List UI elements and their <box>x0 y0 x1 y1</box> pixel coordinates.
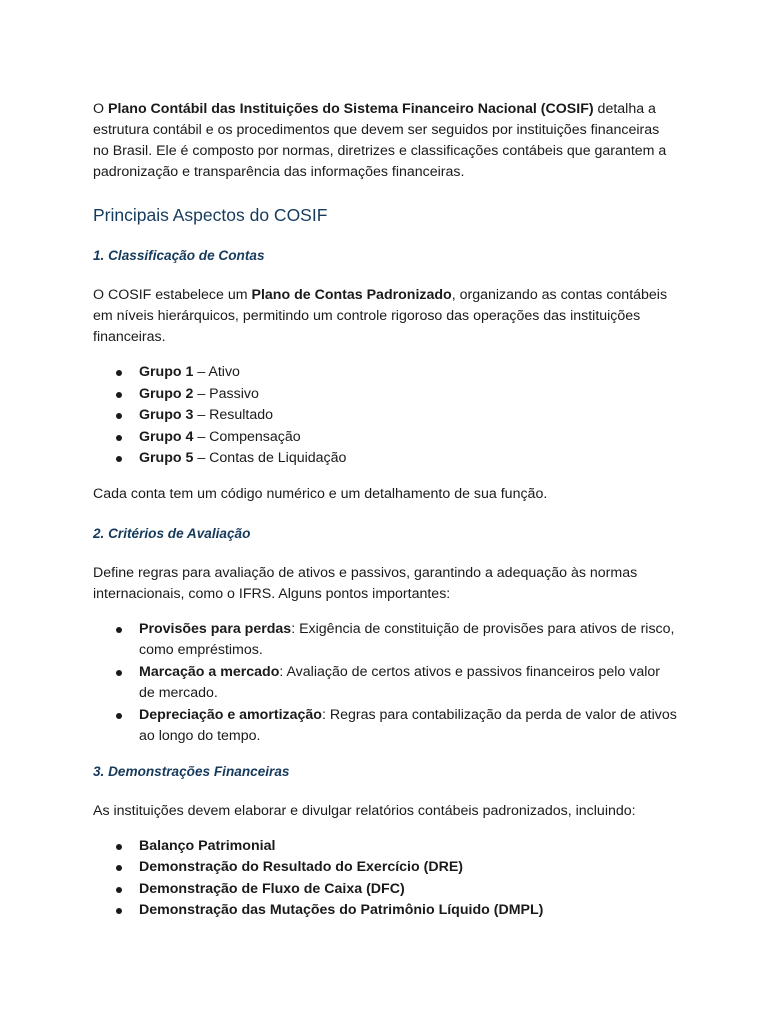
list-item-text: – Resultado <box>193 407 274 423</box>
bullet-icon <box>116 713 122 719</box>
section-3-paragraph: As instituições devem elaborar e divulgar relatórios contábeis padronizados, incluindo: <box>93 802 636 819</box>
section-1-heading: 1. Classificação de Contas <box>93 248 265 263</box>
section-1-list <box>93 362 678 470</box>
section-1-para-prefix: O COSIF estabelece um <box>93 287 252 303</box>
list-item <box>93 384 678 406</box>
list-item-bold: Provisões para perdas <box>139 620 292 637</box>
section-3-heading: 3. Demonstrações Financeiras <box>93 763 290 779</box>
list-item-text: : Regras para contabilização da perda de valor de ativos ao longo do tempo. <box>139 706 677 744</box>
intro-text: detalha a estrutura contábil e os procedimentos que devem ser seguidos por instituições financeiras no Brasil. Ele é composto por normas, diretrizes e classificações contábeis que garantem a padronização e transparência das informações financeiras. <box>93 101 667 180</box>
list-item-bold: Demonstração do Resultado do Exercício (DRE) <box>139 859 464 875</box>
list-item <box>93 879 678 901</box>
document-page <box>93 99 678 936</box>
bullet-icon <box>116 370 122 376</box>
list-item-bold: Demonstração de Fluxo de Caixa (DFC) <box>139 880 405 897</box>
intro-prefix: O <box>93 101 108 117</box>
list-item <box>93 619 678 662</box>
main-heading: Principais Aspectos do COSIF <box>93 205 328 225</box>
list-item-text: – Passivo <box>193 385 259 402</box>
list-item-bold: Depreciação e amortização <box>139 706 322 723</box>
bullet-icon <box>116 844 122 850</box>
section-2-heading: 2. Critérios de Avaliação <box>93 525 251 541</box>
bullet-icon <box>116 435 122 441</box>
bullet-icon <box>116 887 122 893</box>
section-2-paragraph: Define regras para avaliação de ativos e passivos, garantindo a adequação às normas internacionais, como o IFRS. Alguns pontos importantes: <box>93 564 638 602</box>
list-item-text: – Compensação <box>193 428 301 445</box>
list-item-text: : Exigência de constituição de provisões para ativos de risco, como empréstimos. <box>139 620 675 658</box>
intro-paragraph <box>93 99 678 183</box>
list-item-text: – Contas de Liquidação <box>193 450 347 466</box>
list-item-bold: Grupo 5 <box>139 450 194 466</box>
list-item-text: – Ativo <box>193 364 240 380</box>
list-item <box>93 857 678 879</box>
intro-bold-term: Plano Contábil das Instituições do Sistema Financeiro Nacional (COSIF) <box>107 101 594 117</box>
list-item-bold: Marcação a mercado <box>139 663 280 680</box>
section-1-paragraph <box>93 285 678 348</box>
bullet-icon <box>116 908 122 914</box>
list-item-bold: Grupo 1 <box>139 364 194 380</box>
list-item <box>93 362 678 384</box>
section-3-list <box>93 836 678 922</box>
list-item <box>93 448 678 470</box>
list-item <box>93 662 678 705</box>
list-item-bold: Grupo 2 <box>139 385 194 402</box>
list-item <box>93 836 678 858</box>
bullet-icon <box>116 413 122 419</box>
bullet-icon <box>116 392 122 398</box>
list-item-bold: Grupo 3 <box>139 407 194 423</box>
section-2-list <box>93 619 678 748</box>
list-item <box>93 705 678 748</box>
list-item <box>93 405 678 427</box>
list-item-bold: Balanço Patrimonial <box>139 837 276 854</box>
list-item-text: : Avaliação de certos ativos e passivos financeiros pelo valor de mercado. <box>139 663 661 701</box>
section-1-closing: Cada conta tem um código numérico e um detalhamento de sua função. <box>93 485 548 502</box>
bullet-icon <box>116 865 122 871</box>
bullet-icon <box>116 456 122 462</box>
list-item <box>93 427 678 449</box>
list-item <box>93 900 678 922</box>
bullet-icon <box>116 670 122 676</box>
list-item-bold: Demonstração das Mutações do Patrimônio Líquido (DMPL) <box>139 902 544 918</box>
list-item-bold: Grupo 4 <box>139 428 194 445</box>
section-1-para-bold: Plano de Contas Padronizado <box>251 287 452 303</box>
bullet-icon <box>116 627 122 633</box>
section-1-para-rest: , organizando as contas contábeis em níveis hierárquicos, permitindo um controle rigoroso das operações das instituições financeiras. <box>93 287 668 345</box>
